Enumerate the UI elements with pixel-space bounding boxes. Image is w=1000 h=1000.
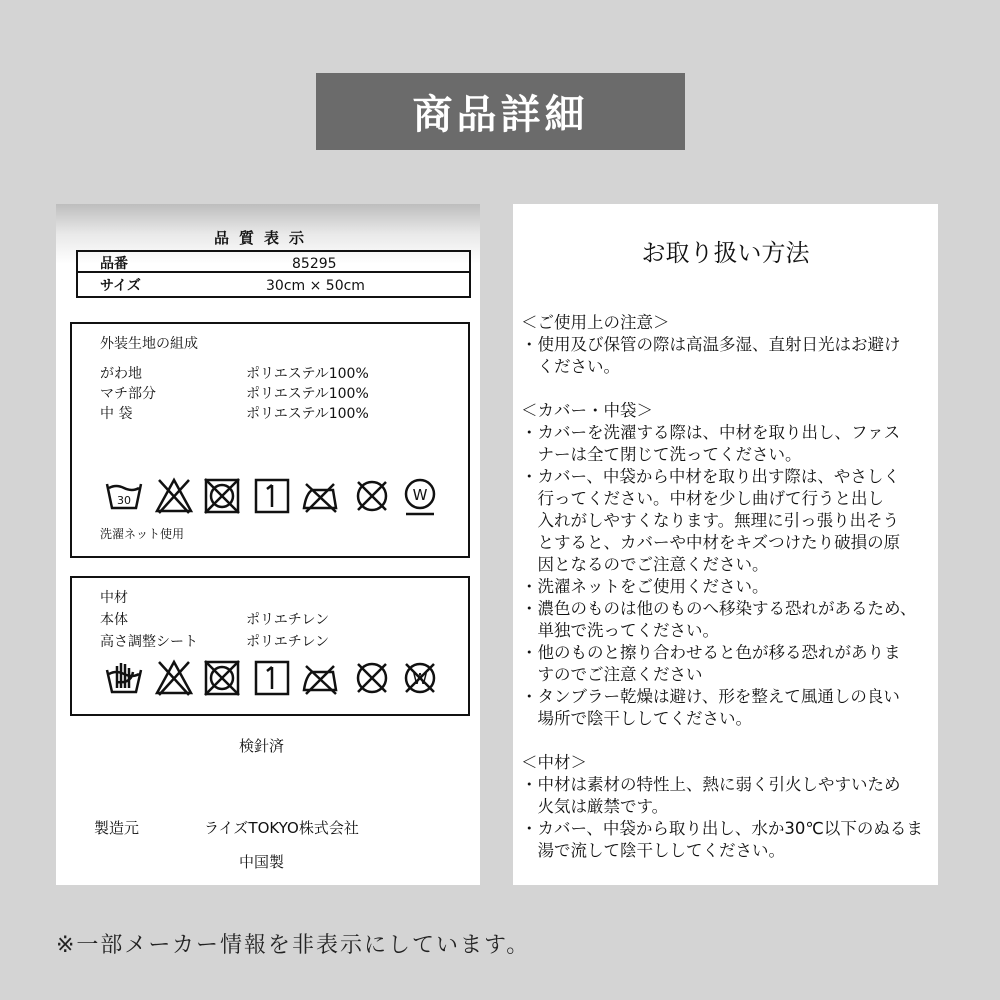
care-line: ＜中材＞ [521,753,587,772]
outer-part: 中 袋 [100,406,133,422]
no-bleach-icon [154,476,194,516]
care-line: 場所で陰干ししてください。 [521,709,752,728]
care-line: とすると、カバーや中材をキズつけたり破損の原 [521,533,901,552]
care-line: ＜カバー・中袋＞ [521,401,653,420]
wet-clean-icon [400,476,440,516]
care-line: ・洗濯ネットをご使用ください。 [521,577,769,596]
outer-material: ポリエステル100% [246,366,369,382]
spec-value-size: 30cm × 50cm [266,278,365,294]
care-line: すのでご注意ください [521,665,703,684]
care-title: お取り扱い方法 [641,239,810,267]
outer-heading: 外装生地の組成 [100,336,198,352]
care-line [521,730,923,752]
no-wet-clean-icon [400,658,440,698]
no-tumble-dry-icon [202,658,242,698]
quality-label-panel [56,204,480,885]
care-line: ・カバー、中袋から取り出し、水か30℃以下のぬるま [521,819,923,838]
no-iron-icon [300,476,340,516]
spec-divider [76,271,471,273]
spec-key-number: 品番 [100,256,128,272]
page-title: 商品詳細 [316,73,685,150]
care-line: 行ってください。中材を少し曲げて行うと出し [521,489,884,508]
outer-part: マチ部分 [100,386,156,402]
no-dry-clean-icon [352,658,392,698]
care-line: ・使用及び保管の際は高温多湿、直射日光はお避け [521,335,901,354]
outer-care-symbols [100,476,460,516]
svg-text:W: W [412,670,428,688]
country-of-origin: 中国製 [239,853,285,871]
care-line: 入れがしやすくなります。無理に引っ張り出そう [521,511,900,530]
care-line: 単独で洗ってください。 [521,621,719,640]
care-line: ・中材は素材の特性上、熱に弱く引火しやすいため [521,775,901,794]
care-line: 火気は厳禁です。 [521,797,669,816]
spec-value-number: 85295 [292,256,337,272]
wash-net-note: 洗濯ネット使用 [100,527,185,541]
outer-material: ポリエステル100% [246,406,369,422]
filling-material: ポリエチレン [246,612,330,628]
care-line: 湯で流して陰干ししてください。 [521,841,785,860]
no-dry-clean-icon [352,476,392,516]
filling-part: 高さ調整シート [100,634,198,650]
outer-part: がわ地 [100,366,142,382]
label-header: 品質表示 [214,229,315,247]
care-line: ・他のものと擦り合わせると色が移る恐れがありま [521,643,901,662]
care-line: ・濃色のものは他のものへ移染する恐れがあるため、 [521,599,917,618]
care-line [521,378,923,400]
care-line: ・カバーを洗濯する際は、中材を取り出し、ファス [521,423,901,442]
care-line: ＜ご使用上の注意＞ [521,313,670,332]
maker-name: ライズTOKYO株式会社 [204,819,359,837]
maker-label: 製造元 [94,819,140,837]
filling-part: 本体 [100,612,128,628]
outer-material: ポリエステル100% [246,386,369,402]
care-instructions-panel [513,204,938,885]
care-line: ・タンブラー乾燥は避け、形を整えて風通しの良い [521,687,900,706]
drip-dry-icon [252,658,292,698]
svg-text:W: W [412,486,428,504]
care-line: ナーは全て閉じて洗ってください。 [521,445,802,464]
wash-30-icon [104,476,144,516]
no-tumble-dry-icon [202,476,242,516]
no-iron-icon [300,658,340,698]
inspection-mark: 検針済 [239,737,285,755]
filling-care-symbols [100,658,460,698]
svg-text:30: 30 [117,494,131,507]
care-line: ・カバー、中袋から中材を取り出す際は、やさしく [521,467,900,486]
drip-dry-icon [252,476,292,516]
no-bleach-icon [154,658,194,698]
hand-wash-icon [104,658,144,698]
outer-fabric-box [70,322,470,558]
care-line: 因となるのでご注意ください。 [521,555,769,574]
care-line: ください。 [521,357,620,376]
filling-material: ポリエチレン [246,634,330,650]
footnote: ※一部メーカー情報を非表示にしています。 [56,933,531,958]
filling-heading: 中材 [100,590,128,606]
spec-key-size: サイズ [100,278,141,294]
care-lines [521,312,923,862]
